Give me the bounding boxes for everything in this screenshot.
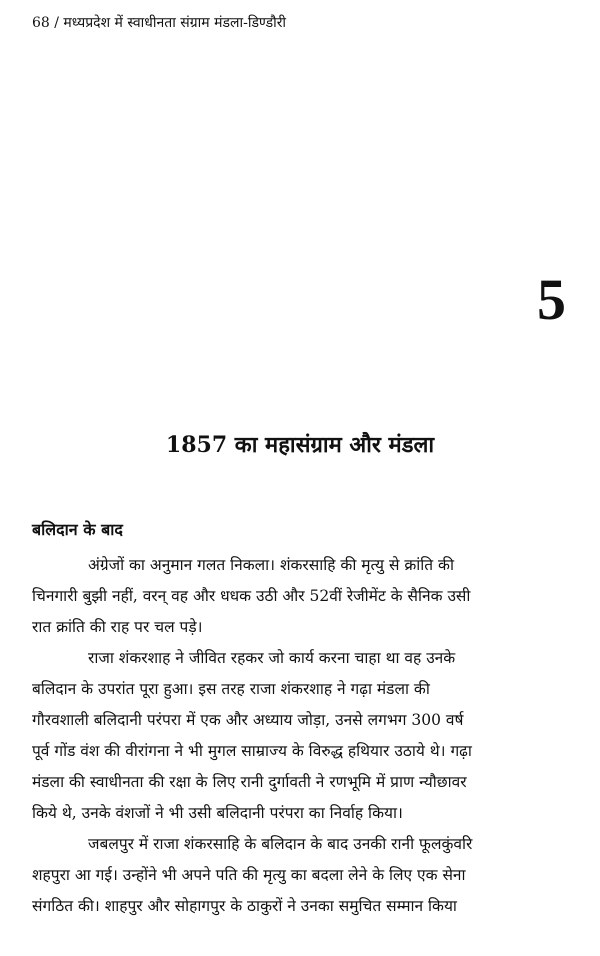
paragraph-line: शहपुरा आ गई। उन्होंने भी अपने पति की मृत्यु का बदला लेने के लिए एक सेना [32,866,466,884]
paragraph-line: रात क्रांति की राह पर चल पड़े। [32,618,203,636]
chapter-number: 5 [537,267,566,332]
paragraph-line: संगठित की। शाहपुर और सोहागपुर के ठाकुरों ने उनका समुचित सम्मान किया [32,897,457,915]
chapter-title: 1857 का महासंग्राम और मंडला [165,432,435,458]
section-heading: बलिदान के बाद [32,520,123,539]
paragraph-line: बलिदान के उपरांत पूरा हुआ। इस तरह राजा शंकरशाह ने गढ़ा मंडला की [32,680,430,698]
paragraph-line: जबलपुर में राजा शंकरसाहि के बलिदान के बाद उनकी रानी फूलकुंवरि [88,835,473,853]
paragraph-line: राजा शंकरशाह ने जीवित रहकर जो कार्य करना चाहा था वह उनके [88,649,456,667]
paragraph-line: पूर्व गोंड वंश की वीरांगना ने भी मुगल साम्राज्य के विरुद्ध हथियार उठाये थे। गढ़ा [32,742,472,760]
running-head: 68 / मध्यप्रदेश में स्वाधीनता संग्राम मंडला-डिण्डौरी [32,15,287,31]
body-text [32,550,568,922]
paragraph-line: किये थे, उनके वंशजों ने भी उसी बलिदानी परंपरा का निर्वाह किया। [32,804,403,822]
paragraph-line: चिनगारी बुझी नहीं, वरन् वह और धधक उठी और 52वीं रेजीमेंट के सैनिक उसी [32,587,471,605]
paragraph-line: गौरवशाली बलिदानी परंपरा में एक और अध्याय जोड़ा, उनसे लगभग 300 वर्ष [32,711,464,729]
paragraph-line: अंग्रेजों का अनुमान गलत निकला। शंकरसाहि की मृत्यु से क्रांति की [88,556,454,574]
paragraph-line: मंडला की स्वाधीनता की रक्षा के लिए रानी दुर्गावती ने रणभूमि में प्राण न्यौछावर [32,773,467,791]
